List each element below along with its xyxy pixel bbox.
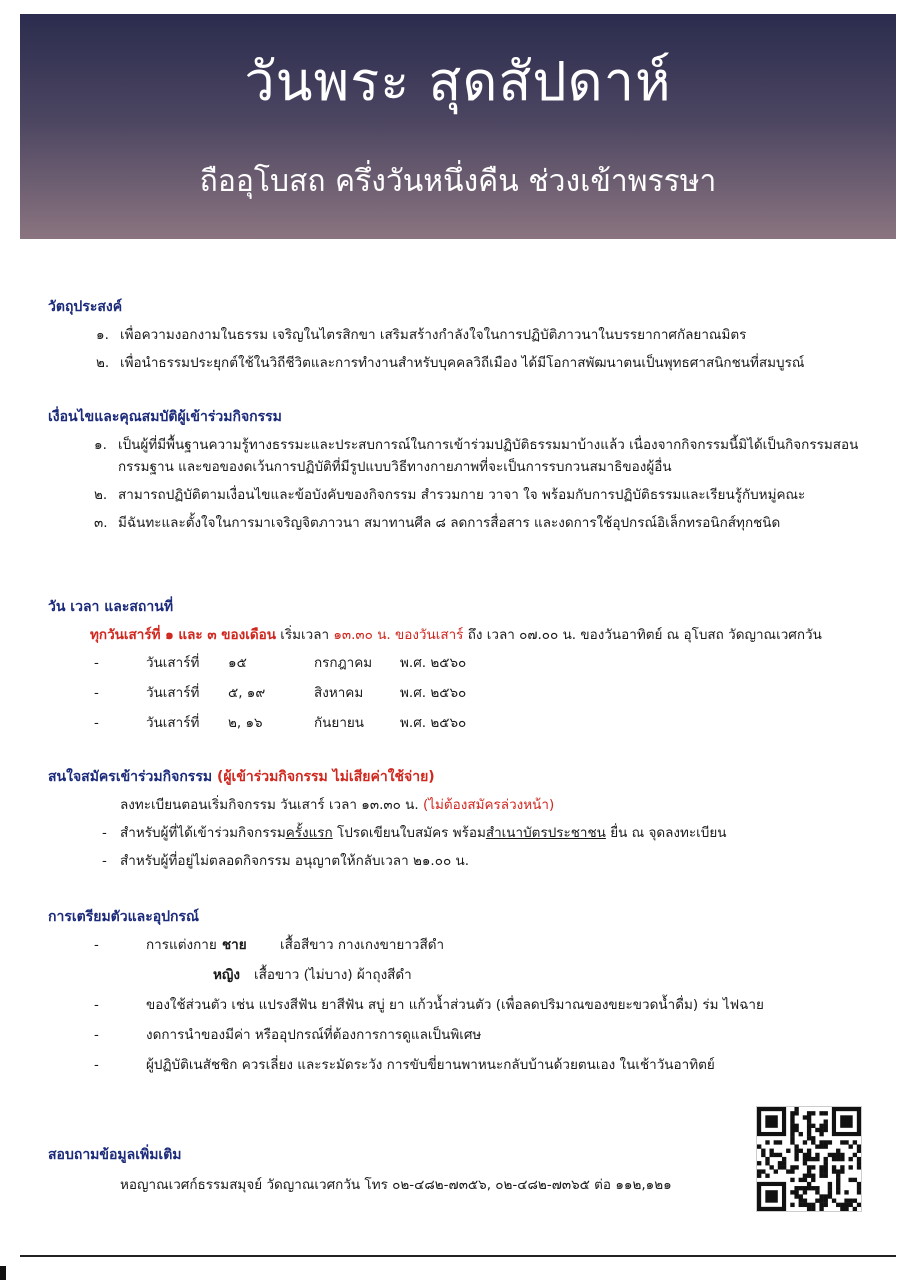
schedule-row: [48, 652, 878, 674]
item-text: เพื่อนำธรรมประยุกต์ใช้ในวิถีชีวิตและการทำงานสำหรับบุคคลวิถีเมือง ได้มีโอกาสพัฒนาตนเป็นพุทธศาสนิกชนที่สมบูรณ์: [120, 355, 805, 371]
register-line: [48, 822, 878, 844]
schedule-intro-text: เริ่มเวลา: [275, 627, 334, 643]
contact-section: [48, 1116, 878, 1196]
conditions-section: [48, 406, 878, 596]
schedule-month: กรกฎาคม: [314, 655, 373, 671]
register-first-time: ครั้งแรก: [285, 825, 333, 841]
page-title: วันพระ สุดสัปดาห์: [244, 50, 672, 113]
prep-item-text: งดการนำของมีค่า หรืออุปกรณ์ที่ต้องการการดูแลเป็นพิเศษ: [146, 1027, 482, 1043]
schedule-days: ๕, ๑๙: [228, 685, 266, 701]
schedule-days: ๒, ๑๖: [228, 715, 263, 731]
prep-heading: การเตรียมตัวและอุปกรณ์: [48, 909, 200, 925]
list-item: [48, 1024, 878, 1046]
item-text: มีฉันทะและตั้งใจในการมาเจริญจิตภาวนา สมาทานศีล ๘ ลดการสื่อสาร และงดการใช้อุปกรณ์อิเล็กทรอนิกส์ทุกชนิด: [118, 515, 781, 531]
prep-item-text: ของใช้ส่วนตัว เช่น แปรงสีฟัน ยาสีฟัน สบู่ ยา แก้วน้ำส่วนตัว (เพื่อลดปริมาณของขยะขวดน้ำดื่ม) ร่ม ไฟฉาย: [146, 997, 764, 1013]
prep-item-text: ผู้ปฏิบัติเนสัชชิก ควรเลี่ยง และระมัดระวัง การขับขี่ยานพาหนะกลับบ้านด้วยตนเอง ในเช้าวันอาทิตย์: [146, 1057, 715, 1073]
female-dress-text: เสื้อขาว (ไม่บาง) ผ้าถุงสีดำ: [254, 967, 412, 983]
item-number: ๒.: [94, 487, 108, 503]
list-item: [48, 1054, 878, 1076]
header-banner: [20, 14, 896, 239]
schedule-year: พ.ศ. ๒๕๖๐: [400, 715, 467, 731]
schedule-intro: [48, 624, 878, 646]
item-text: สามารถปฏิบัติตามเงื่อนไขและข้อบังคับของกิจกรรม สำรวมกาย วาจา ใจ พร้อมกับการปฏิบัติธรรมและเรียนรู้กับหมู่คณะ: [118, 487, 806, 503]
list-item: [48, 352, 878, 374]
register-heading-note: (ผู้เข้าร่วมกิจกรรม ไม่เสียค่าใช้จ่าย): [216, 769, 435, 785]
qr-code-icon: [756, 1106, 862, 1212]
register-note: (ไม่ต้องสมัครล่วงหน้า): [422, 797, 555, 813]
register-text: สำหรับผู้ที่อยู่ไม่ตลอดกิจกรรม อนุญาตให้กลับเวลา ๒๑.๐๐ น.: [120, 853, 470, 869]
register-text: สำหรับผู้ที่ได้เข้าร่วมกิจกรรม: [120, 825, 286, 841]
register-heading-text: สนใจสมัครเข้าร่วมกิจกรรม: [48, 769, 213, 785]
schedule-row: [48, 712, 878, 734]
schedule-year: พ.ศ. ๒๕๖๐: [400, 655, 467, 671]
register-text: ยื่น ณ จุดลงทะเบียน: [605, 825, 727, 841]
register-id-copy: สำเนาบัตรประชาชน: [485, 825, 606, 841]
schedule-month: สิงหาคม: [314, 685, 364, 701]
list-item: [48, 994, 878, 1016]
dash: -: [94, 1027, 99, 1043]
male-label: ชาย: [222, 937, 247, 953]
register-line: [48, 850, 878, 872]
male-dress-text: เสื้อสีขาว กางเกงขายาวสีดำ: [280, 937, 445, 953]
schedule-label: วันเสาร์ที่: [146, 685, 200, 701]
prep-section: [48, 906, 878, 1116]
qr-code-graphic: [757, 1107, 861, 1211]
dress-female-row: [48, 964, 878, 986]
corner-mark: [0, 1266, 6, 1280]
schedule-heading: วัน เวลา และสถานที่: [48, 599, 174, 615]
bottom-divider: [20, 1255, 896, 1257]
schedule-section: [48, 596, 878, 766]
page-subtitle: ถืออุโบสถ ครึ่งวันหนึ่งคืน ช่วงเข้าพรรษา: [199, 164, 717, 199]
register-line: [48, 794, 878, 816]
schedule-row: [48, 682, 878, 704]
schedule-days: ๑๕: [228, 655, 247, 671]
register-section: [48, 766, 878, 906]
schedule-start-time: ๑๓.๓๐ น. ของวันเสาร์: [333, 627, 464, 643]
schedule-label: วันเสาร์ที่: [146, 655, 200, 671]
schedule-days-highlight: ทุกวันเสาร์ที่ ๑ และ ๓ ของเดือน: [90, 627, 276, 643]
dash: -: [94, 685, 99, 701]
dash: -: [94, 997, 99, 1013]
register-text: ลงทะเบียนตอนเริ่มกิจกรรม วันเสาร์ เวลา ๑๓.๓๐ น.: [120, 797, 419, 813]
list-item: [48, 512, 878, 534]
dash: -: [94, 1057, 99, 1073]
female-label: หญิง: [213, 967, 240, 983]
contact-heading: สอบถามข้อมูลเพิ่มเติม: [48, 1147, 182, 1163]
document-body: [48, 296, 878, 1196]
dress-male-row: [48, 934, 878, 956]
item-text: เป็นผู้ที่มีพื้นฐานความรู้ทางธรรมะและประสบการณ์ในการเข้าร่วมปฏิบัติธรรมมาบ้างแล้ว เนื่องจากกิจกรรมนี้มิได้เป็นกิจกรรมสอนกรรมฐาน และขอของดเว้นการปฏิบัติที่มีรูปแบบวิธีทางกายภาพที่จะเป็นการรบกวนสมาธิของผู้อื่น: [118, 437, 859, 475]
dash: -: [102, 825, 107, 841]
schedule-intro-text: ถึง เวลา ๐๗.๐๐ น. ของวันอาทิตย์ ณ อุโบสถ วัดญาณเวศกวัน: [463, 627, 822, 643]
list-item: [48, 484, 878, 506]
objectives-section: [48, 296, 878, 406]
item-text: เพื่อความงอกงามในธรรม เจริญในไตรสิกขา เสริมสร้างกำลังใจในการปฏิบัติภาวนาในบรรยากาศกัลยาณมิตร: [120, 327, 747, 343]
objectives-heading: วัตถุประสงค์: [48, 299, 123, 315]
item-number: ๓.: [94, 515, 108, 531]
item-number: ๒.: [96, 355, 110, 371]
register-text: โปรดเขียนใบสมัคร พร้อม: [332, 825, 486, 841]
item-number: ๑.: [96, 327, 109, 343]
contact-text: หอญาณเวศก์ธรรมสมุจย์ วัดญาณเวศกวัน โทร ๐๒-๔๘๒-๗๓๕๖, ๐๒-๔๘๒-๗๓๖๕ ต่อ ๑๑๒,๑๒๑: [120, 1177, 672, 1193]
dash: -: [94, 937, 99, 953]
dress-label: การแต่งกาย: [146, 937, 217, 953]
item-number: ๑.: [94, 437, 107, 453]
schedule-label: วันเสาร์ที่: [146, 715, 200, 731]
list-item: [48, 324, 878, 346]
schedule-month: กันยายน: [314, 715, 365, 731]
list-item: [48, 434, 878, 478]
conditions-heading: เงื่อนไขและคุณสมบัติผู้เข้าร่วมกิจกรรม: [48, 409, 282, 425]
schedule-year: พ.ศ. ๒๕๖๐: [400, 685, 467, 701]
register-heading: [48, 766, 878, 788]
dash: -: [102, 853, 107, 869]
dash: -: [94, 715, 99, 731]
dash: -: [94, 655, 99, 671]
